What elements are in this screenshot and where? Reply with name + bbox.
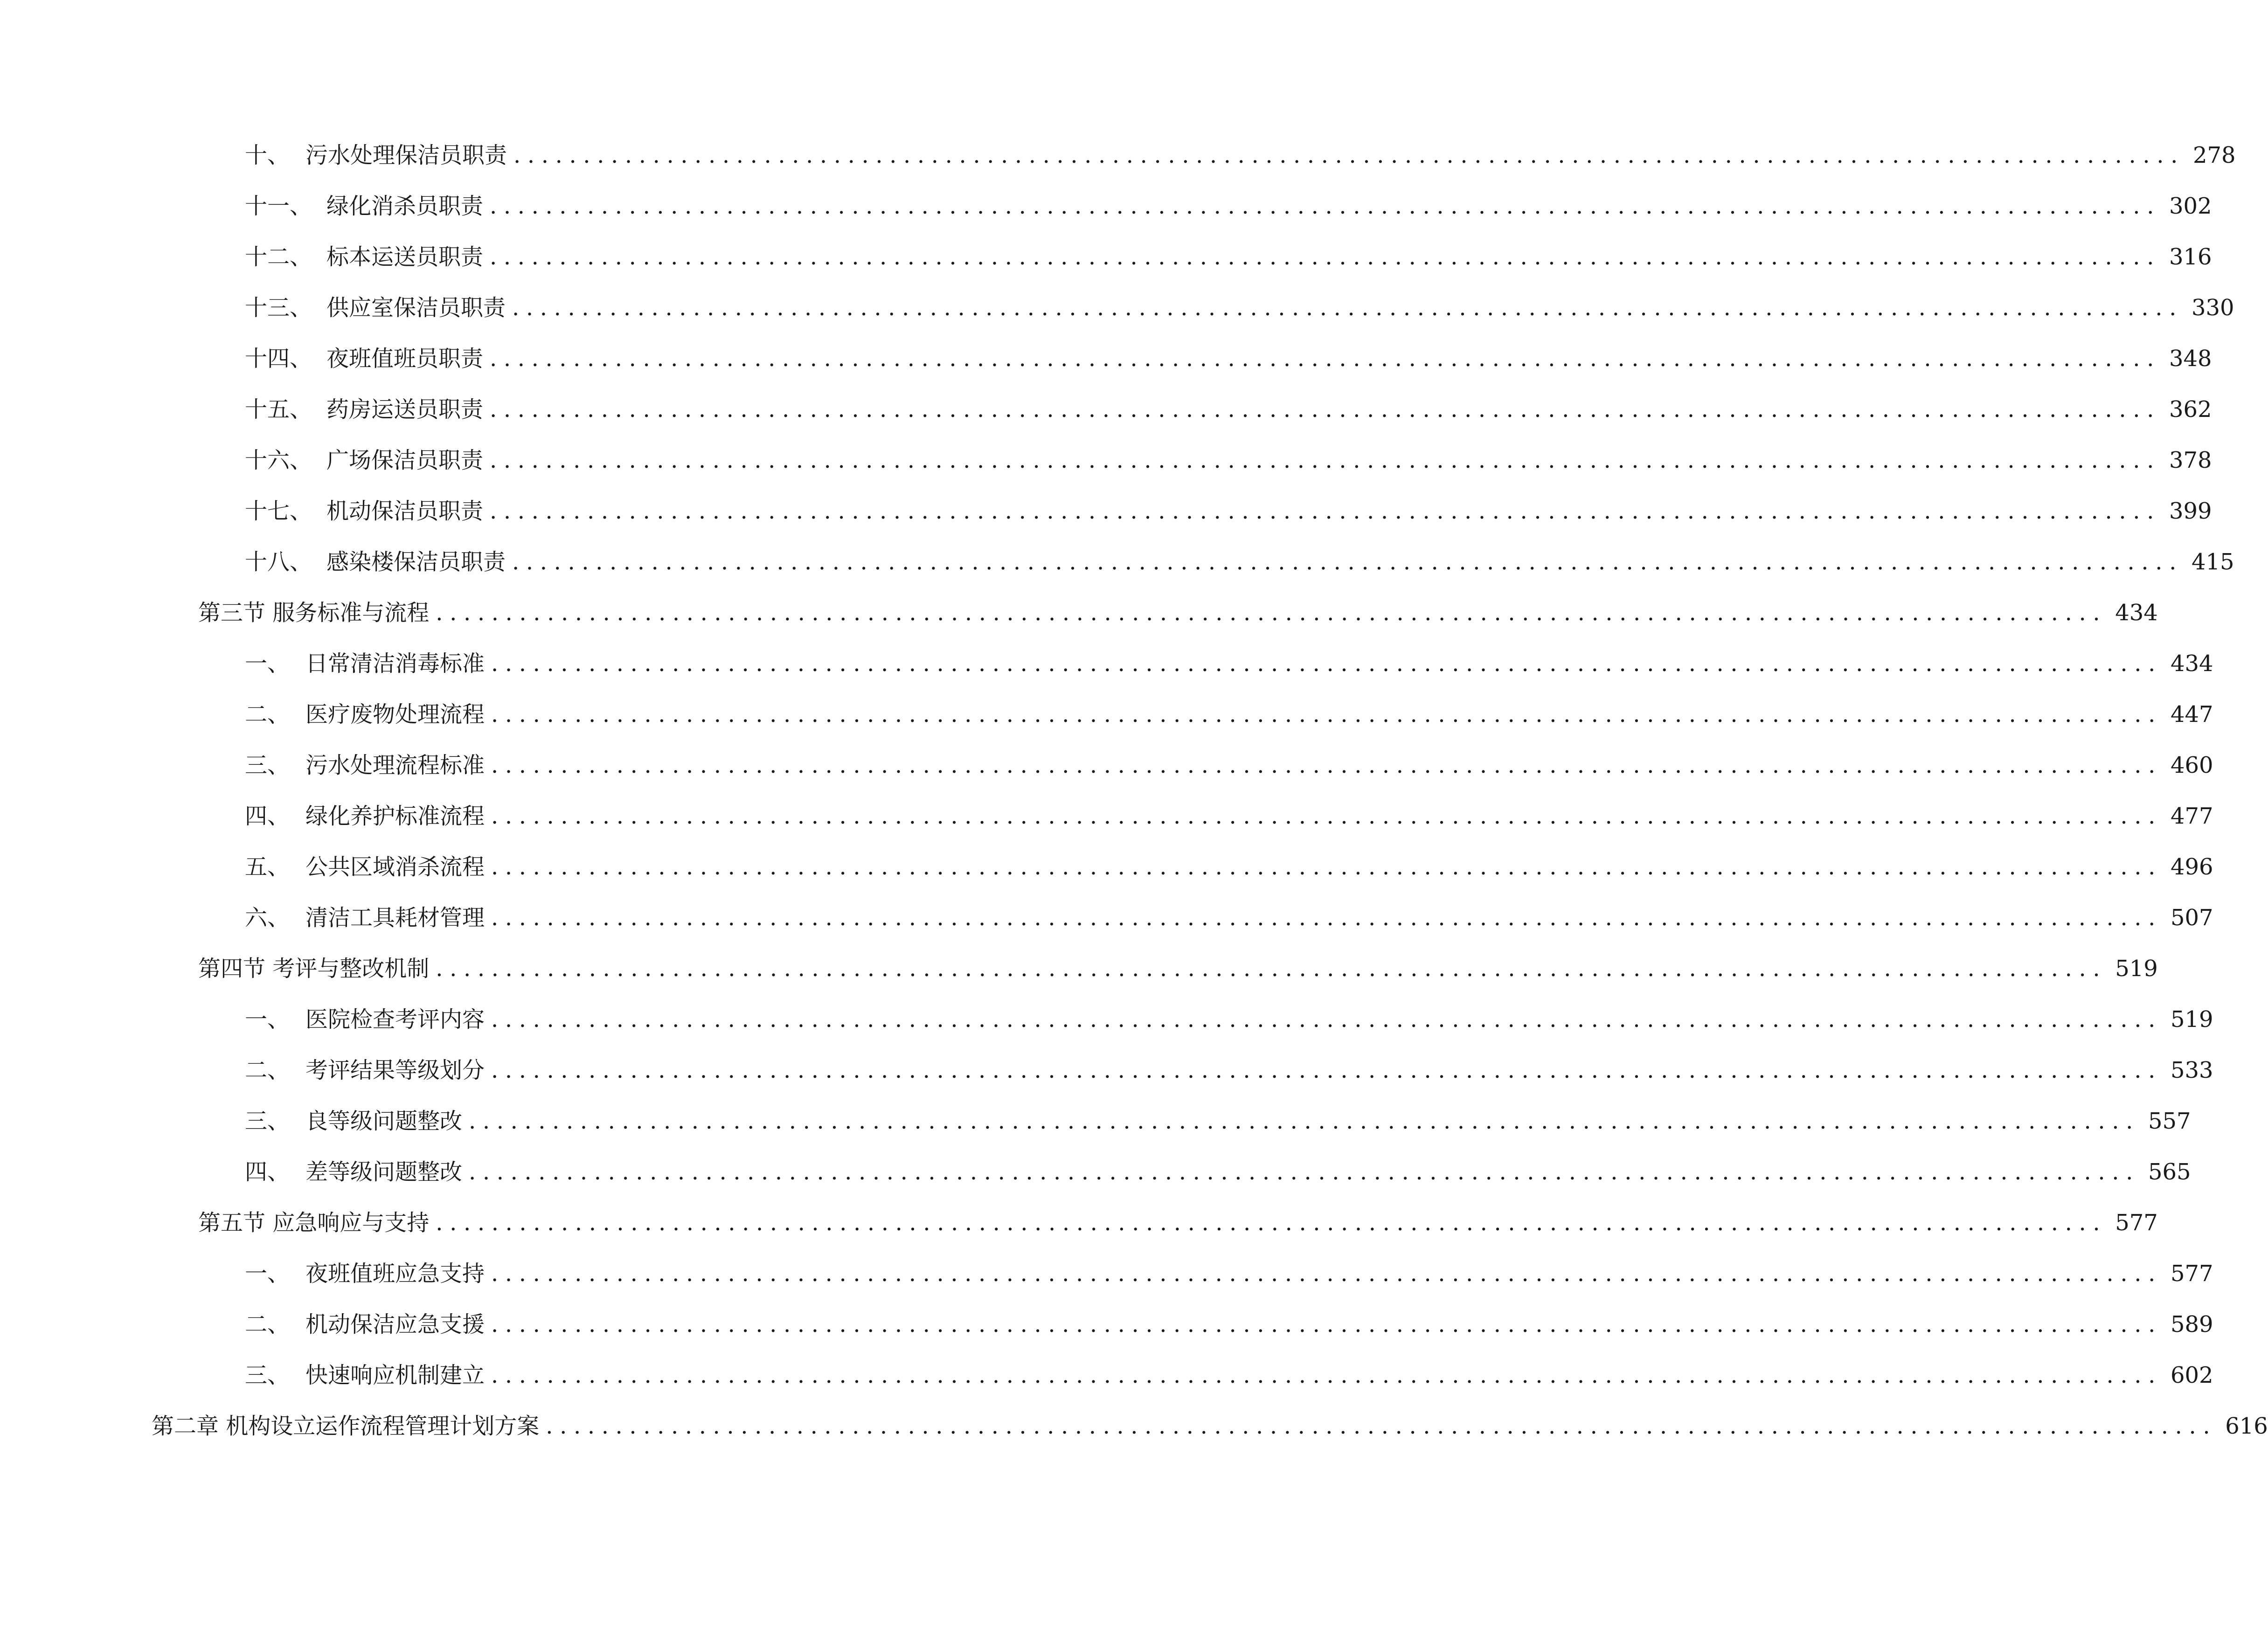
toc-entry-title: 机动保洁应急支援 — [305, 1311, 485, 1338]
toc-entry[interactable] — [245, 1255, 2213, 1292]
toc-dot-leader: ........................................................................................................................ — [512, 549, 2183, 575]
toc-entry-title: 差等级问题整改 — [305, 1159, 463, 1185]
toc-entry-number: 十八、 — [245, 549, 312, 575]
toc-entry-page: 589 — [2170, 1311, 2213, 1338]
toc-dot-leader: ........................................................................................................................ — [436, 956, 2107, 982]
toc-dot-leader: ........................................................................................................................ — [490, 447, 2161, 473]
toc-entry-title: 机动保洁员职责 — [326, 498, 484, 524]
toc-entry-number: 二、 — [245, 1057, 290, 1083]
toc-entry-number: 四、 — [245, 803, 290, 829]
toc-entry-page: 316 — [2169, 244, 2212, 270]
toc-entry-page: 278 — [2192, 142, 2236, 168]
toc-dot-leader: ........................................................................................................................ — [490, 244, 2161, 270]
toc-entry-title: 考评结果等级划分 — [305, 1057, 485, 1083]
toc-entry-page: 616 — [2225, 1413, 2268, 1439]
toc-entry-number: 三、 — [245, 752, 290, 778]
toc-entry-page: 557 — [2148, 1108, 2191, 1134]
toc-entry-page: 507 — [2170, 905, 2213, 931]
toc-dot-leader: ........................................................................................................................ — [490, 193, 2161, 219]
toc-entry-title: 第五节 应急响应与支持 — [198, 1210, 430, 1236]
toc-chapter-entry[interactable] — [152, 1407, 2268, 1445]
toc-entry[interactable] — [245, 137, 2236, 174]
toc-entry-number: 三、 — [245, 1362, 290, 1388]
toc-dot-leader: ........................................................................................................................ — [491, 1006, 2162, 1033]
toc-dot-leader: ........................................................................................................................ — [436, 600, 2107, 626]
toc-entry-title: 医院检查考评内容 — [305, 1006, 485, 1033]
toc-entry-page: 399 — [2169, 498, 2212, 524]
toc-dot-leader: ........................................................................................................................ — [469, 1159, 2140, 1185]
toc-entry[interactable] — [245, 543, 2234, 581]
toc-dot-leader: ........................................................................................................................ — [491, 803, 2162, 829]
toc-entry-title: 日常清洁消毒标准 — [305, 651, 485, 677]
toc-entry-page: 378 — [2169, 447, 2212, 473]
toc-entry-title: 广场保洁员职责 — [326, 447, 484, 473]
toc-entry-page: 519 — [2170, 1006, 2213, 1033]
toc-entry-title: 药房运送员职责 — [326, 396, 484, 423]
toc-entry-page: 565 — [2148, 1159, 2191, 1185]
toc-dot-leader: ........................................................................................................................ — [491, 752, 2162, 778]
toc-dot-leader: ........................................................................................................................ — [546, 1413, 2217, 1439]
toc-entry-title: 绿化消杀员职责 — [326, 193, 484, 219]
toc-entry-number: 十六、 — [245, 447, 312, 473]
toc-entry-title: 污水处理保洁员职责 — [305, 142, 507, 168]
toc-entry-title: 夜班值班员职责 — [326, 346, 484, 372]
toc-entry[interactable] — [245, 187, 2212, 225]
toc-entry[interactable] — [245, 848, 2213, 886]
toc-entry-page: 330 — [2191, 295, 2234, 321]
toc-entry[interactable] — [245, 238, 2212, 276]
toc-entry-page: 477 — [2170, 803, 2213, 829]
toc-entry-title: 供应室保洁员职责 — [326, 295, 506, 321]
toc-entry-number: 十三、 — [245, 295, 312, 321]
toc-dot-leader: ........................................................................................................................ — [436, 1210, 2107, 1236]
toc-entry[interactable] — [245, 1306, 2213, 1343]
toc-entry-title: 第二章 机构设立运作流程管理计划方案 — [152, 1413, 540, 1439]
toc-entry[interactable] — [245, 747, 2213, 784]
toc-entry-title: 夜班值班应急支持 — [305, 1261, 485, 1287]
toc-dot-leader: ........................................................................................................................ — [491, 905, 2162, 931]
toc-dot-leader: ........................................................................................................................ — [512, 295, 2183, 321]
toc-dot-leader: ........................................................................................................................ — [491, 1057, 2162, 1083]
toc-entry[interactable] — [245, 1102, 2191, 1140]
toc-dot-leader: ........................................................................................................................ — [469, 1108, 2140, 1134]
toc-entry-title: 快速响应机制建立 — [305, 1362, 485, 1388]
toc-entry[interactable] — [245, 899, 2213, 936]
toc-dot-leader: ........................................................................................................................ — [491, 651, 2162, 677]
toc-entry[interactable] — [245, 492, 2212, 530]
toc-dot-leader: ........................................................................................................................ — [491, 1311, 2162, 1338]
toc-entry-page: 447 — [2170, 701, 2213, 728]
toc-section-entry[interactable] — [198, 950, 2158, 987]
toc-entry-number: 一、 — [245, 651, 290, 677]
toc-entry-number: 五、 — [245, 854, 290, 880]
toc-entry-page: 519 — [2115, 956, 2158, 982]
toc-entry-number: 十四、 — [245, 346, 312, 372]
toc-entry[interactable] — [245, 340, 2212, 377]
toc-entry-title: 标本运送员职责 — [326, 244, 484, 270]
toc-entry-title: 良等级问题整改 — [305, 1108, 463, 1134]
toc-dot-leader: ........................................................................................................................ — [491, 701, 2162, 728]
toc-dot-leader: ........................................................................................................................ — [513, 142, 2185, 168]
toc-entry-number: 四、 — [245, 1159, 290, 1185]
toc-entry-title: 绿化养护标准流程 — [305, 803, 485, 829]
toc-entry-number: 二、 — [245, 1311, 290, 1338]
toc-entry[interactable] — [245, 1357, 2213, 1394]
toc-entry[interactable] — [245, 645, 2213, 682]
toc-entry-number: 二、 — [245, 701, 290, 728]
toc-entry-title: 清洁工具耗材管理 — [305, 905, 485, 931]
toc-dot-leader: ........................................................................................................................ — [490, 396, 2161, 423]
toc-entry-page: 602 — [2170, 1362, 2213, 1388]
toc-entry-page: 577 — [2115, 1210, 2158, 1236]
toc-entry-page: 496 — [2170, 854, 2213, 880]
toc-entry-number: 十五、 — [245, 396, 312, 423]
toc-section-entry[interactable] — [198, 1204, 2158, 1241]
toc-entry-page: 577 — [2170, 1261, 2213, 1287]
toc-entry[interactable] — [245, 1052, 2213, 1089]
toc-dot-leader: ........................................................................................................................ — [490, 498, 2161, 524]
toc-entry-number: 十七、 — [245, 498, 312, 524]
toc-entry[interactable] — [245, 391, 2212, 428]
toc-entry[interactable] — [245, 442, 2212, 479]
toc-entry-title: 第三节 服务标准与流程 — [198, 600, 430, 626]
toc-entry-page: 362 — [2169, 396, 2212, 423]
toc-dot-leader: ........................................................................................................................ — [491, 854, 2162, 880]
toc-entry-number: 一、 — [245, 1261, 290, 1287]
toc-entry-page: 348 — [2169, 346, 2212, 372]
toc-entry[interactable] — [245, 797, 2213, 835]
toc-entry-title: 医疗废物处理流程 — [305, 701, 485, 728]
toc-entry-page: 434 — [2170, 651, 2213, 677]
toc-entry-number: 十二、 — [245, 244, 312, 270]
toc-entry[interactable] — [245, 696, 2213, 733]
toc-entry-page: 434 — [2115, 600, 2158, 626]
toc-entry-title: 感染楼保洁员职责 — [326, 549, 506, 575]
toc-dot-leader: ........................................................................................................................ — [491, 1261, 2162, 1287]
toc-entry[interactable] — [245, 1153, 2191, 1191]
toc-entry-page: 533 — [2170, 1057, 2213, 1083]
toc-entry-page: 460 — [2170, 752, 2213, 778]
toc-entry-number: 十、 — [245, 142, 290, 168]
toc-dot-leader: ........................................................................................................................ — [491, 1362, 2162, 1388]
toc-entry-number: 一、 — [245, 1006, 290, 1033]
toc-entry-number: 十一、 — [245, 193, 312, 219]
toc-entry[interactable] — [245, 289, 2234, 326]
toc-entry-page: 415 — [2191, 549, 2234, 575]
toc-entry-title: 公共区域消杀流程 — [305, 854, 485, 880]
toc-entry-title: 污水处理流程标准 — [305, 752, 485, 778]
toc-entry[interactable] — [245, 1001, 2213, 1038]
toc-entry-title: 第四节 考评与整改机制 — [198, 956, 430, 982]
toc-entry-number: 三、 — [245, 1108, 290, 1134]
toc-entry-page: 302 — [2169, 193, 2212, 219]
toc-entry-number: 六、 — [245, 905, 290, 931]
toc-dot-leader: ........................................................................................................................ — [490, 346, 2161, 372]
toc-section-entry[interactable] — [198, 594, 2158, 631]
